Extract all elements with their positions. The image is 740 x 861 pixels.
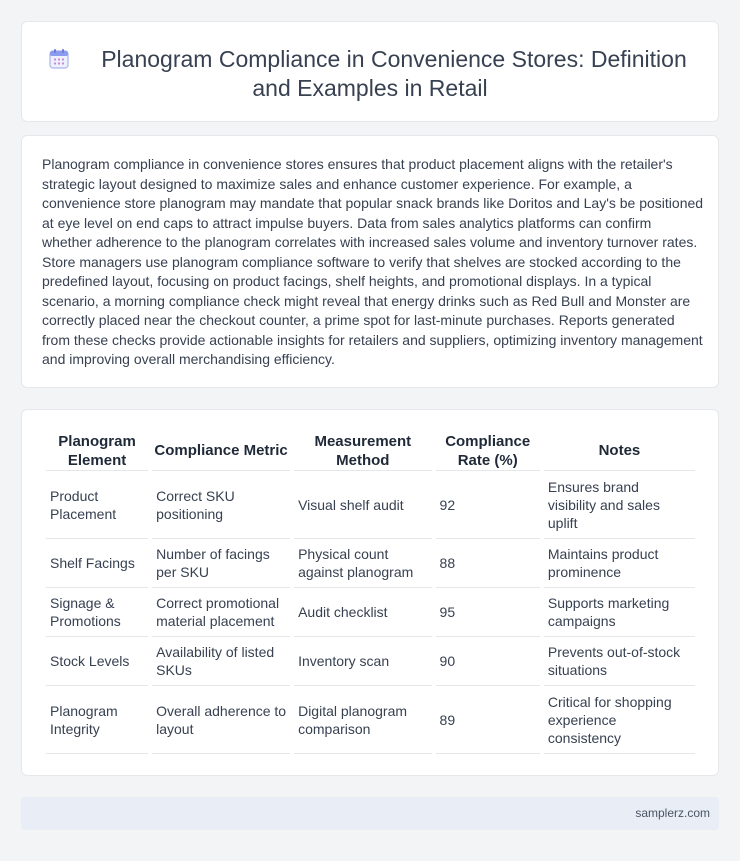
table-row xyxy=(46,471,695,539)
cell-method: Inventory scan xyxy=(294,637,431,686)
cell-notes: Prevents out-of-stock situations xyxy=(544,637,695,686)
cell-metric: Correct promotional material placement xyxy=(152,588,290,637)
cell-notes: Ensures brand visibility and sales uplift xyxy=(544,471,695,539)
cell-element: Shelf Facings xyxy=(46,539,148,588)
cell-rate: 90 xyxy=(436,637,540,686)
header-measurement-method: Measurement Method xyxy=(294,431,431,471)
cell-notes: Critical for shopping experience consistency xyxy=(544,686,695,754)
page-title-line-2: and Examples in Retail xyxy=(252,75,488,101)
table-header-row xyxy=(46,431,695,471)
cell-method: Digital planogram comparison xyxy=(294,686,431,754)
cell-element: Stock Levels xyxy=(46,637,148,686)
page-title xyxy=(22,45,718,103)
cell-method: Audit checklist xyxy=(294,588,431,637)
cell-notes: Maintains product prominence xyxy=(544,539,695,588)
header-compliance-rate: Compliance Rate (%) xyxy=(436,431,540,471)
header-compliance-metric: Compliance Metric xyxy=(152,431,290,471)
cell-rate: 95 xyxy=(436,588,540,637)
table-card xyxy=(21,409,719,776)
intro-card xyxy=(21,135,719,388)
cell-metric: Number of facings per SKU xyxy=(152,539,290,588)
cell-rate: 89 xyxy=(436,686,540,754)
cell-metric: Availability of listed SKUs xyxy=(152,637,290,686)
cell-rate: 92 xyxy=(436,471,540,539)
cell-metric: Overall adherence to layout xyxy=(152,686,290,754)
intro-paragraph: Planogram compliance in convenience stores ensures that product placement aligns with the retailer's strategic layout designed to maximize sales and enhance customer experience. For example, a convenience store planogram may mandate that popular snack brands like Doritos and Lay's be positioned at eye level on end caps to attract impulse buyers. Data from sales analytics platforms can confirm whether adherence to the planogram correlates with increased sales volume and inventory turnover rates. Store managers use planogram compliance software to verify that shelves are stocked according to the predefined layout, focusing on product facings, shelf heights, and promotional displays. In a typical scenario, a morning compliance check might reveal that energy drinks such as Red Bull and Monster are correctly placed near the checkout counter, a prime spot for last-minute purchases. Reports generated from these checks provide actionable insights for retailers and suppliers, optimizing inventory management and improving overall merchandising efficiency. xyxy=(42,156,704,367)
cell-element: Planogram Integrity xyxy=(46,686,148,754)
cell-rate: 88 xyxy=(436,539,540,588)
compliance-table xyxy=(42,431,699,754)
footer-site-link[interactable]: samplerz.com xyxy=(635,806,710,820)
header-planogram-element: Planogram Element xyxy=(46,431,148,471)
table-row xyxy=(46,588,695,637)
table-row xyxy=(46,539,695,588)
cell-element: Signage & Promotions xyxy=(46,588,148,637)
page-title-line-1: Planogram Compliance in Convenience Stores: Definition xyxy=(101,46,687,72)
title-card xyxy=(21,21,719,122)
cell-method: Physical count against planogram xyxy=(294,539,431,588)
table-row xyxy=(46,686,695,754)
cell-metric: Correct SKU positioning xyxy=(152,471,290,539)
table-row xyxy=(46,637,695,686)
cell-method: Visual shelf audit xyxy=(294,471,431,539)
cell-element: Product Placement xyxy=(46,471,148,539)
header-notes: Notes xyxy=(544,431,695,471)
footer xyxy=(21,797,719,830)
cell-notes: Supports marketing campaigns xyxy=(544,588,695,637)
